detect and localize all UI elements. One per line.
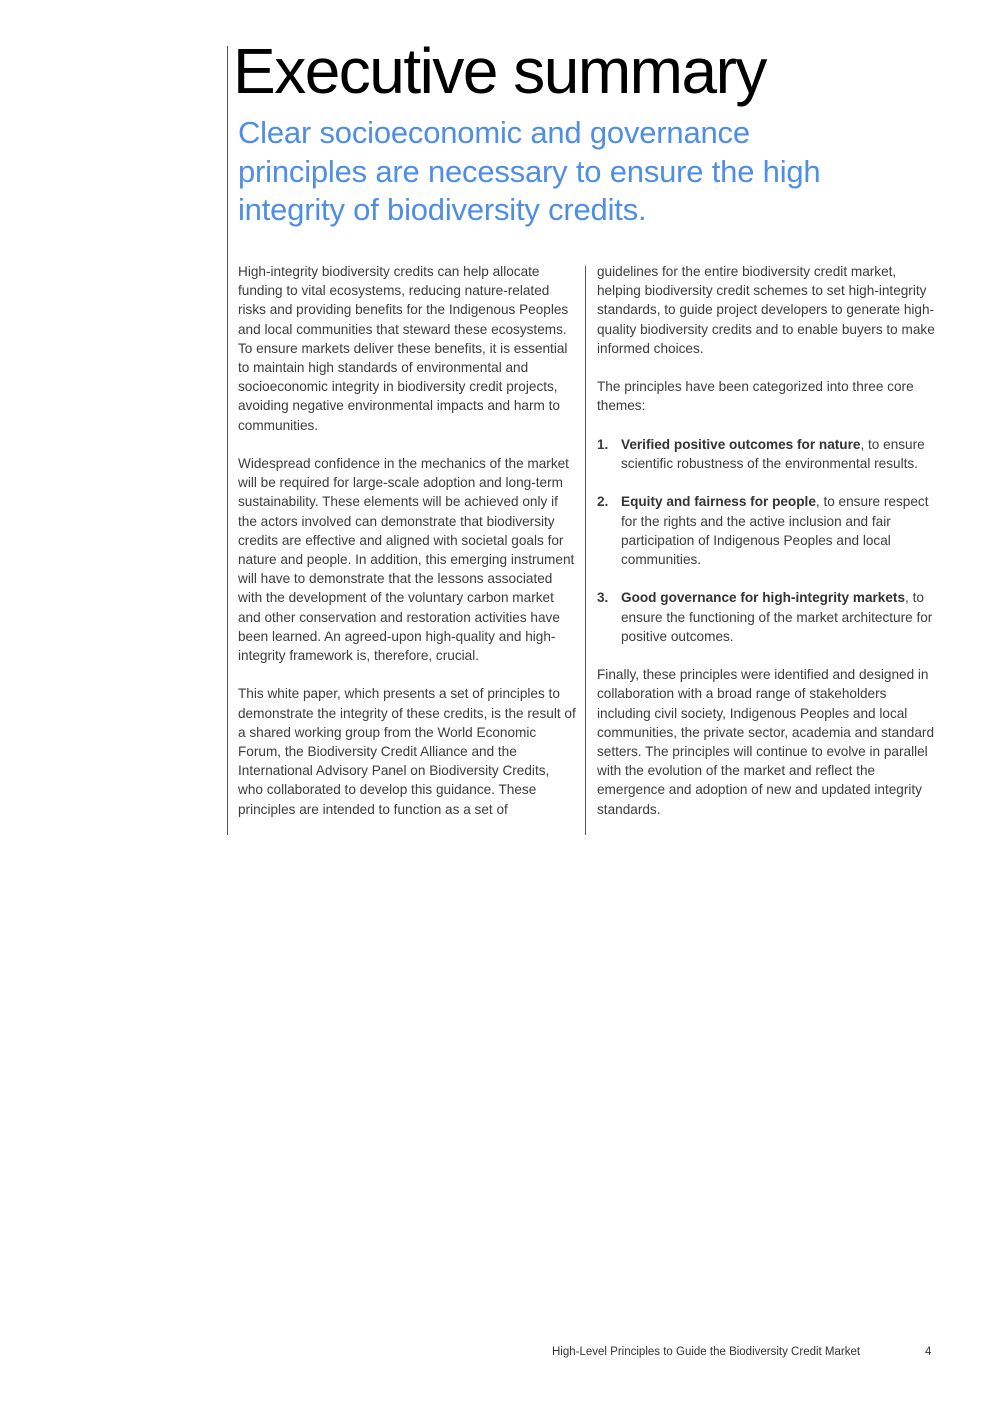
body-paragraph: High-integrity biodiversity credits can help allocate funding to vital ecosystems, reducing nature-related risks and providing benefits for the Indigenous Peoples and local communities that steward these ecosystems. To ensure markets deliver these benefits, it is essential to maintain high standards of environmental and socioeconomic integrity in biodiversity credit projects, avoiding negative environmental impacts and harm to communities. — [238, 264, 569, 433]
body-paragraph: This white paper, which presents a set of principles to demonstrate the integrity of these credits, is the result of a shared working group from the World Economic Forum, the Biodiversity Credit Alliance and the International Advisory Panel on Biodiversity Credits, who collaborated to develop this guidance. These principles are intended to function as a set of — [238, 686, 576, 817]
theme-item — [597, 435, 937, 473]
themes-lead: The principles have been categorized into three core themes: — [597, 379, 914, 414]
footer-document-title: High-Level Principles to Guide the Biodiversity Credit Market — [552, 1346, 861, 1358]
theme-item — [597, 492, 937, 569]
body-paragraph: Finally, these principles were identified and designed in collaboration with a broad range of stakeholders including civil society, Indigenous Peoples and local communities, the private sector, academia and standard setters. The principles will continue to evolve in parallel with the evolution of the market and reflect the emergence and adoption of new and updated integrity standards. — [597, 667, 935, 817]
theme-number: 2. — [597, 494, 609, 510]
column-divider-rule — [585, 266, 586, 835]
page-title: Executive summary — [233, 35, 766, 107]
body-paragraph: Widespread confidence in the mechanics of the market will be required for large-scale adoption and long-term sustainability. These elements will be achieved only if the actors involved can demonstrate that biodiversity credits are effective and aligned with societal goals for nature and people. In addition, this emerging instrument will have to demonstrate that the lessons associated with the development of the voluntary carbon market and other conservation and restoration activities have been learned. An agreed-upon high-quality and high-integrity framework is, therefore, crucial. — [238, 456, 575, 664]
theme-heading: Equity and fairness for people — [621, 494, 816, 510]
left-margin-rule — [227, 46, 228, 835]
theme-text: , to ensure respect for the rights and the active inclusion and fair participation of Indigenous Peoples and local communities. — [621, 494, 929, 567]
right-text-column — [597, 262, 937, 838]
theme-text: , to ensure scientific robustness of the environmental results. — [621, 436, 925, 471]
theme-heading: Verified positive outcomes for nature — [621, 436, 861, 452]
page-number: 4 — [925, 1346, 932, 1358]
theme-item — [597, 588, 937, 646]
core-themes-list — [597, 435, 937, 646]
left-text-column — [238, 262, 576, 838]
theme-heading: Good governance for high-integrity markets — [621, 590, 906, 606]
body-paragraph: guidelines for the entire biodiversity credit market, helping biodiversity credit schemes to set high-integrity standards, to guide project developers to generate high-quality biodiversity credits and to enable buyers to make informed choices. — [597, 264, 935, 356]
theme-text: , to ensure the functioning of the market architecture for positive outcomes. — [621, 590, 933, 644]
theme-number: 3. — [597, 590, 609, 606]
theme-number: 1. — [597, 436, 609, 452]
page-subtitle: Clear socioeconomic and governance principles are necessary to ensure the high integrity of biodiversity credits. — [238, 115, 821, 227]
